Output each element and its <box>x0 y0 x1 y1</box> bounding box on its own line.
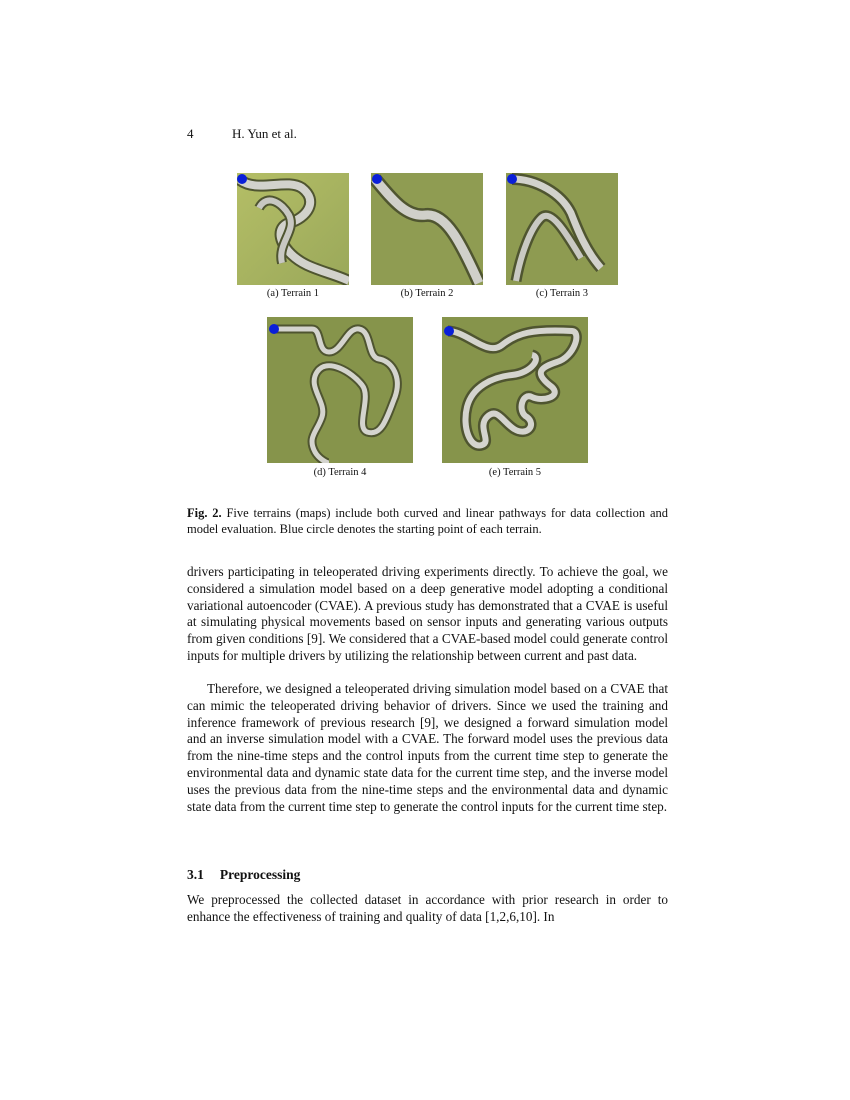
subfigure-caption-d: (d) Terrain 4 <box>313 467 367 478</box>
section-heading <box>187 867 300 883</box>
section-number: 3.1 <box>187 867 204 882</box>
paragraph-3: We preprocessed the collected dataset in accordance with prior research in order to enhance the effectiveness of training and quality of data [1,2,6,10]. In <box>187 892 668 924</box>
terrain-2-image <box>371 173 483 285</box>
terrain-5-image <box>442 317 588 463</box>
paragraph-1: drivers participating in teleoperated driving experiments directly. To achieve the goal, we considered a simulation model based on a deep generative model adopting a conditional variational autoencoder (CVAE). A previous study has demonstrated that a CVAE is useful at simulating physical movements based on sensor inputs and generating various outputs from given conditions [9]. We considered that a CVAE-based model could generate control inputs for multiple drivers by utilizing the relationship between current and past data. <box>187 564 668 663</box>
subfigure-caption-a: (a) Terrain 1 <box>266 288 320 299</box>
terrain-3-image <box>506 173 618 285</box>
start-marker-icon <box>444 326 454 336</box>
subfigure-caption-b: (b) Terrain 2 <box>400 288 454 299</box>
paragraph-2: Therefore, we designed a teleoperated driving simulation model based on a CVAE that can mimic the teleoperated driving behavior of drivers. Since we used the training and inference framework of previous research [9], we designed a forward simulation model and an inverse simulation model with a CVAE. The forward model uses the previous data from the nine-time steps and the control inputs from the current time step to generate the environmental data and dynamic state data for the current time step, and the inverse model uses the previous data from the nine-time steps and the environmental data and dynamic state data from the current time step to generate the control inputs for the current time step. <box>187 681 668 814</box>
figure-caption <box>187 505 668 537</box>
terrain-4-image <box>267 317 413 463</box>
page-number: 4 <box>187 126 194 141</box>
section-title: Preprocessing <box>219 867 301 882</box>
start-marker-icon <box>269 324 279 334</box>
start-marker-icon <box>237 174 247 184</box>
figure-caption-text: Five terrains (maps) include both curved and linear pathways for data collection and model evaluation. Blue circle denotes the starting point of each terrain. <box>187 506 668 536</box>
start-marker-icon <box>507 174 517 184</box>
subfigure-caption-e: (e) Terrain 5 <box>488 467 542 478</box>
subfigure-caption-c: (c) Terrain 3 <box>535 288 589 299</box>
running-head-authors: H. Yun et al. <box>232 126 297 141</box>
start-marker-icon <box>372 174 382 184</box>
terrain-1-image <box>237 173 349 285</box>
figure-label: Fig. 2. <box>187 506 222 520</box>
